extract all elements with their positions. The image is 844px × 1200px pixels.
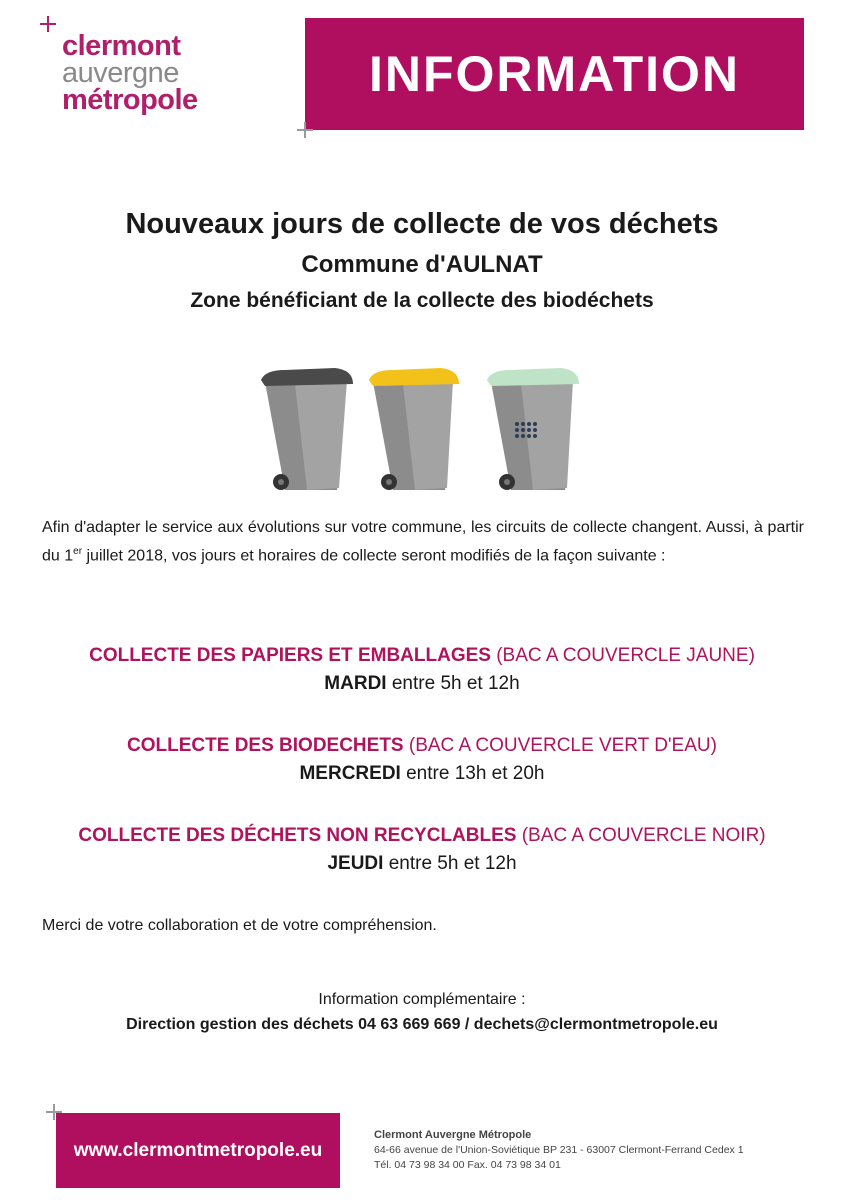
intro-paragraph: Afin d'adapter le service aux évolutions sur votre commune, les circuits de collecte changent. Aussi, à partir du 1er juillet 2018, vos jours et horaires de collecte seront modifiés de la façon suivante :: [42, 519, 804, 565]
contact-label: Information complémentaire :: [318, 991, 526, 1008]
section-schedule: MERCREDI entre 13h et 20h: [299, 763, 545, 784]
section-papers: [0, 645, 844, 695]
section-title: COLLECTE DES DÉCHETS NON RECYCLABLES (BAC A COUVERCLE NOIR): [78, 825, 766, 846]
website-link[interactable]: www.clermontmetropole.eu: [73, 1139, 323, 1161]
closing-text: Merci de votre collaboration et de votre compréhension.: [42, 917, 437, 934]
yellow-lid-bin: [369, 368, 459, 490]
plus-icon: [297, 122, 313, 138]
footer-phone: Tél. 04 73 98 34 00 Fax. 04 73 98 34 01: [374, 1159, 561, 1171]
logo-line-3: métropole: [62, 84, 198, 116]
zone-title: Zone bénéficiant de la collecte des biodéchets: [190, 289, 654, 312]
section-biowaste: [0, 735, 844, 785]
section-non-recyclable: [0, 825, 844, 875]
section-schedule: JEUDI entre 5h et 12h: [327, 853, 517, 874]
main-title: Nouveaux jours de collecte de vos déchets: [125, 208, 719, 240]
website-band[interactable]: [56, 1113, 340, 1188]
plus-icon: [40, 16, 56, 32]
black-lid-bin: [261, 368, 353, 490]
logo-line-1: clermont: [62, 30, 181, 62]
footer-org: Clermont Auvergne Métropole: [374, 1129, 532, 1141]
banner-text: INFORMATION: [368, 46, 741, 102]
contact-line: Direction gestion des déchets 04 63 669 669 / dechets@clermontmetropole.eu: [126, 1016, 718, 1033]
footer-address-block: [374, 1128, 744, 1173]
commune-title: Commune d'AULNAT: [301, 251, 543, 278]
waste-bins-illustration: [255, 360, 595, 500]
section-title: COLLECTE DES BIODECHETS (BAC A COUVERCLE VERT D'EAU): [127, 735, 717, 756]
section-title: COLLECTE DES PAPIERS ET EMBALLAGES (BAC A COUVERCLE JAUNE): [89, 645, 755, 666]
green-lid-bin: [487, 368, 579, 490]
footer-address: 64-66 avenue de l'Union-Soviétique BP 231 - 63007 Clermont-Ferrand Cedex 1: [374, 1144, 744, 1156]
information-banner: [305, 18, 804, 130]
section-schedule: MARDI entre 5h et 12h: [324, 673, 520, 694]
logo-line-2: auvergne: [62, 57, 179, 89]
logo: [62, 30, 198, 116]
